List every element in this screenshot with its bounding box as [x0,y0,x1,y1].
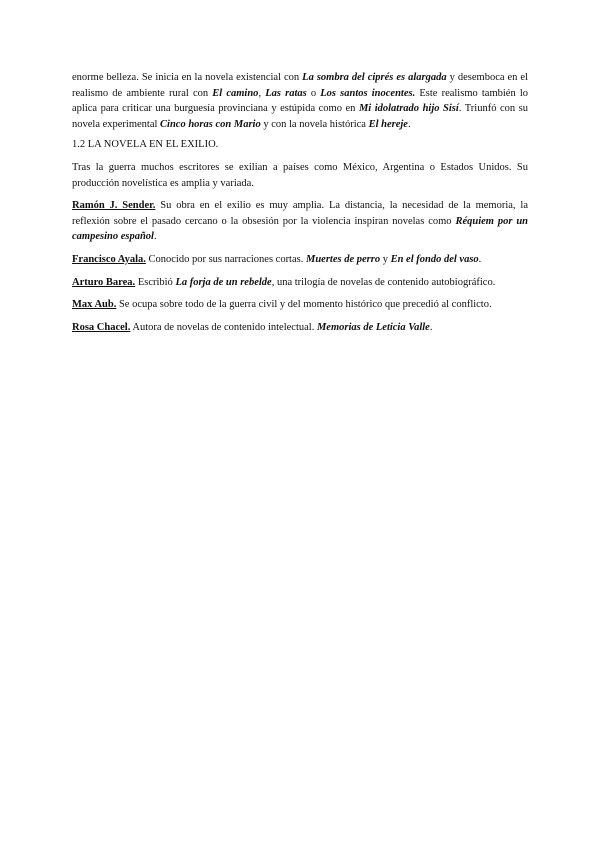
intro-text: enorme belleza. Se inicia en la novela existencial con [72,72,303,83]
author-text: . [478,253,482,265]
section-intro-paragraph: Tras la guerra muchos escritores se exilian a países como México, Argentina o Estados Unidos. Su producción novelística es amplia y variada. [72,161,528,189]
book-title: El camino [212,87,259,99]
author-text: . [153,231,157,243]
author-paragraph-sender [72,198,528,245]
book-title: La forja de un rebelde [175,276,272,288]
author-text: Su obra en el exilio es muy amplia. La distancia, la necesidad de la memoria, la reflexión sobre el pasado cercano o la obsesión por la violencia inspiran novelas como [72,200,528,227]
author-paragraph-ayala [72,252,528,268]
book-title: Los santos inocentes. [320,87,416,99]
book-title: Las ratas [265,87,307,99]
book-title: Cinco horas con Mario [160,118,261,130]
author-paragraph-aub [72,297,528,313]
intro-text: y desemboca en el realismo de ambiente rural con [72,72,528,99]
author-name: Rosa Chacel. [72,321,131,333]
intro-text: , [258,87,266,99]
author-name: Arturo Barea. [72,276,136,288]
book-title: En el fondo del vaso [390,253,479,265]
book-title: Réquiem por un campesino español [72,215,528,243]
author-name: Francisco Ayala. [72,253,146,265]
author-text: Autora de novelas de contenido intelectual. [130,321,317,333]
author-text: y [380,253,391,265]
author-name: Ramón J. Sender. [72,200,156,212]
document-page [72,70,528,342]
author-text: Conocido por sus narraciones cortas. [145,253,306,265]
section-heading: 1.2 LA NOVELA EN EL EXILIO. [72,139,219,151]
intro-text: . Triunfó con su novela experimental [72,103,529,130]
author-text: . [429,321,433,333]
book-title: Mi idolatrado hijo Sisí [358,103,459,115]
book-title: La sombra del ciprés es alargada [302,72,447,83]
author-paragraph-barea [72,275,528,291]
book-title: Muertes de perro [305,253,381,265]
intro-text: Este realismo también lo aplica para criticar una burguesía provinciana y estúpida como en [72,87,529,115]
author-name: Max Aub. [72,299,117,311]
book-title: El hereje [368,118,408,130]
intro-text: o [306,87,321,99]
intro-paragraph [72,70,528,132]
author-text: , una trilogía de novelas de contenido autobiográfico. [271,276,496,288]
intro-text: . [407,118,411,130]
author-text: Escribió [135,276,176,288]
author-text: Se ocupa sobre todo de la guerra civil y del momento histórico que precedió al conflicto. [116,299,492,311]
author-paragraph-chacel [72,320,528,336]
intro-text: y con la novela histórica [260,118,369,130]
book-title: Memorias de Leticia Valle [316,321,430,333]
